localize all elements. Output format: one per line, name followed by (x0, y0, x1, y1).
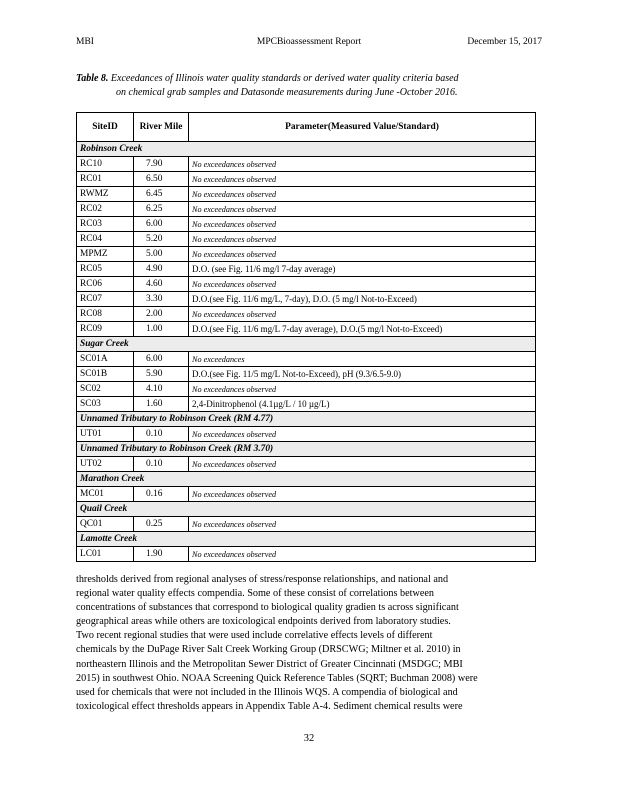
table-label: Table 8. (76, 73, 109, 84)
river-mile-cell: 0.10 (134, 427, 189, 442)
site-id-cell: QC01 (77, 517, 134, 532)
river-mile-cell: 1.60 (134, 397, 189, 412)
table-row (77, 367, 536, 382)
header-river-mile: River Mile (134, 113, 189, 142)
table-row (77, 517, 536, 532)
table-row (77, 487, 536, 502)
river-mile-cell: 6.50 (134, 172, 189, 187)
table-header-row (77, 113, 536, 142)
parameter-cell: D.O.(see Fig. 11/5 mg/L Not-to-Exceed), pH (9.3/6.5-9.0) (189, 367, 536, 382)
river-mile-cell: 7.90 (134, 157, 189, 172)
section-row (77, 532, 536, 547)
parameter-cell: No exceedances observed (189, 202, 536, 217)
parameter-cell: 2,4-Dinitrophenol (4.1µg/L / 10 µg/L) (189, 397, 536, 412)
parameter-cell: No exceedances observed (189, 487, 536, 502)
site-id-cell: RC06 (77, 277, 134, 292)
caption-line-1: Exceedances of Illinois water quality standards or derived water quality criteria based (108, 73, 459, 84)
site-id-cell: RC04 (77, 232, 134, 247)
river-mile-cell: 6.45 (134, 187, 189, 202)
site-id-cell: RC09 (77, 322, 134, 337)
river-mile-cell: 4.90 (134, 262, 189, 277)
site-id-cell: SC03 (77, 397, 134, 412)
site-id-cell: MC01 (77, 487, 134, 502)
section-row (77, 142, 536, 157)
site-id-cell: LC01 (77, 547, 134, 562)
section-row (77, 442, 536, 457)
river-mile-cell: 1.90 (134, 547, 189, 562)
caption-line-2: on chemical grab samples and Datasonde measurements during June -October 2016. (116, 87, 458, 98)
site-id-cell: MPMZ (77, 247, 134, 262)
river-mile-cell: 4.60 (134, 277, 189, 292)
body-line: geographical areas while others are toxicological endpoints derived from laboratory studies. (76, 616, 451, 628)
section-title: Marathon Creek (77, 472, 536, 487)
table-row (77, 457, 536, 472)
river-mile-cell: 0.16 (134, 487, 189, 502)
parameter-cell: No exceedances observed (189, 517, 536, 532)
site-id-cell: RC05 (77, 262, 134, 277)
river-mile-cell: 6.00 (134, 352, 189, 367)
section-row (77, 412, 536, 427)
parameter-cell: No exceedances observed (189, 427, 536, 442)
table-row (77, 172, 536, 187)
header-org: MBI (76, 37, 94, 47)
parameter-cell: No exceedances observed (189, 187, 536, 202)
river-mile-cell: 4.10 (134, 382, 189, 397)
river-mile-cell: 2.00 (134, 307, 189, 322)
section-title: Sugar Creek (77, 337, 536, 352)
parameter-cell: D.O.(see Fig. 11/6 mg/L, 7-day), D.O. (5 mg/l Not-to-Exceed) (189, 292, 536, 307)
body-line: Two recent regional studies that were used include correlative effects levels of different (76, 630, 433, 642)
site-id-cell: SC02 (77, 382, 134, 397)
section-row (77, 502, 536, 517)
page-header (76, 37, 542, 51)
river-mile-cell: 0.10 (134, 457, 189, 472)
parameter-cell: No exceedances (189, 352, 536, 367)
table-row (77, 307, 536, 322)
section-title: Unnamed Tributary to Robinson Creek (RM 3.70) (77, 442, 536, 457)
parameter-cell: No exceedances observed (189, 157, 536, 172)
table-body (77, 142, 536, 562)
parameter-cell: No exceedances observed (189, 232, 536, 247)
table-row (77, 262, 536, 277)
river-mile-cell: 5.00 (134, 247, 189, 262)
table-row (77, 232, 536, 247)
parameter-cell: No exceedances observed (189, 307, 536, 322)
parameter-cell: No exceedances observed (189, 172, 536, 187)
header-site-id: SiteID (77, 113, 134, 142)
river-mile-cell: 5.20 (134, 232, 189, 247)
site-id-cell: SC01B (77, 367, 134, 382)
body-line: chemicals by the DuPage River Salt Creek Working Group (DRSCWG; Miltner et al. 2010) in (76, 644, 461, 656)
parameter-cell: D.O.(see Fig. 11/6 mg/L 7-day average), D.O.(5 mg/l Not-to-Exceed) (189, 322, 536, 337)
site-id-cell: RWMZ (77, 187, 134, 202)
site-id-cell: RC02 (77, 202, 134, 217)
page-number: 32 (303, 733, 315, 744)
table-row (77, 397, 536, 412)
table-row (77, 157, 536, 172)
section-title: Lamotte Creek (77, 532, 536, 547)
header-date: December 15, 2017 (467, 37, 542, 47)
parameter-cell: No exceedances observed (189, 247, 536, 262)
table-row (77, 292, 536, 307)
parameter-cell: No exceedances observed (189, 382, 536, 397)
river-mile-cell: 0.25 (134, 517, 189, 532)
table-row (77, 547, 536, 562)
table-row (77, 382, 536, 397)
body-line: 2015) in southwest Ohio. NOAA Screening Quick Reference Tables (SQRT; Buchman 2008) were (76, 672, 478, 684)
section-row (77, 472, 536, 487)
section-title: Robinson Creek (77, 142, 536, 157)
parameter-cell: No exceedances observed (189, 277, 536, 292)
exceedances-table (76, 112, 536, 562)
site-id-cell: RC07 (77, 292, 134, 307)
parameter-cell: No exceedances observed (189, 547, 536, 562)
table-row (77, 217, 536, 232)
river-mile-cell: 6.00 (134, 217, 189, 232)
parameter-cell: No exceedances observed (189, 217, 536, 232)
table-row (77, 247, 536, 262)
body-line: used for chemicals that were not included in the Illinois WQS. A compendia of biological and (76, 686, 458, 698)
parameter-cell: D.O. (see Fig. 11/6 mg/l 7-day average) (189, 262, 536, 277)
section-title: Quail Creek (77, 502, 536, 517)
body-line: regional water quality effects compendia. Some of these consist of correlations between (76, 588, 434, 600)
river-mile-cell: 3.30 (134, 292, 189, 307)
site-id-cell: UT01 (77, 427, 134, 442)
table-caption (76, 72, 536, 100)
river-mile-cell: 5.90 (134, 367, 189, 382)
river-mile-cell: 1.00 (134, 322, 189, 337)
section-title: Unnamed Tributary to Robinson Creek (RM 4.77) (77, 412, 536, 427)
body-line: concentrations of substances that correspond to biological quality gradien ts across significant (76, 602, 459, 614)
river-mile-cell: 6.25 (134, 202, 189, 217)
body-line: thresholds derived from regional analyses of stress/response relationships, and national and (76, 574, 449, 585)
site-id-cell: RC10 (77, 157, 134, 172)
body-line: northeastern Illinois and the Metropolitan Sewer District of Greater Cincinnati (MSDGC; MBI (76, 658, 463, 670)
site-id-cell: UT02 (77, 457, 134, 472)
table-row (77, 187, 536, 202)
parameter-cell: No exceedances observed (189, 457, 536, 472)
section-row (77, 337, 536, 352)
site-id-cell: SC01A (77, 352, 134, 367)
body-paragraph (76, 573, 536, 714)
table-row (77, 427, 536, 442)
header-title: MPCBioassessment Report (256, 37, 362, 47)
header-parameter: Parameter(Measured Value/Standard) (189, 113, 536, 142)
table-row (77, 322, 536, 337)
site-id-cell: RC03 (77, 217, 134, 232)
table-row (77, 277, 536, 292)
table-row (77, 352, 536, 367)
site-id-cell: RC08 (77, 307, 134, 322)
table-row (77, 202, 536, 217)
body-line: toxicological effect thresholds appears in Appendix Table A-4. Sediment chemical results were (76, 700, 463, 712)
site-id-cell: RC01 (77, 172, 134, 187)
